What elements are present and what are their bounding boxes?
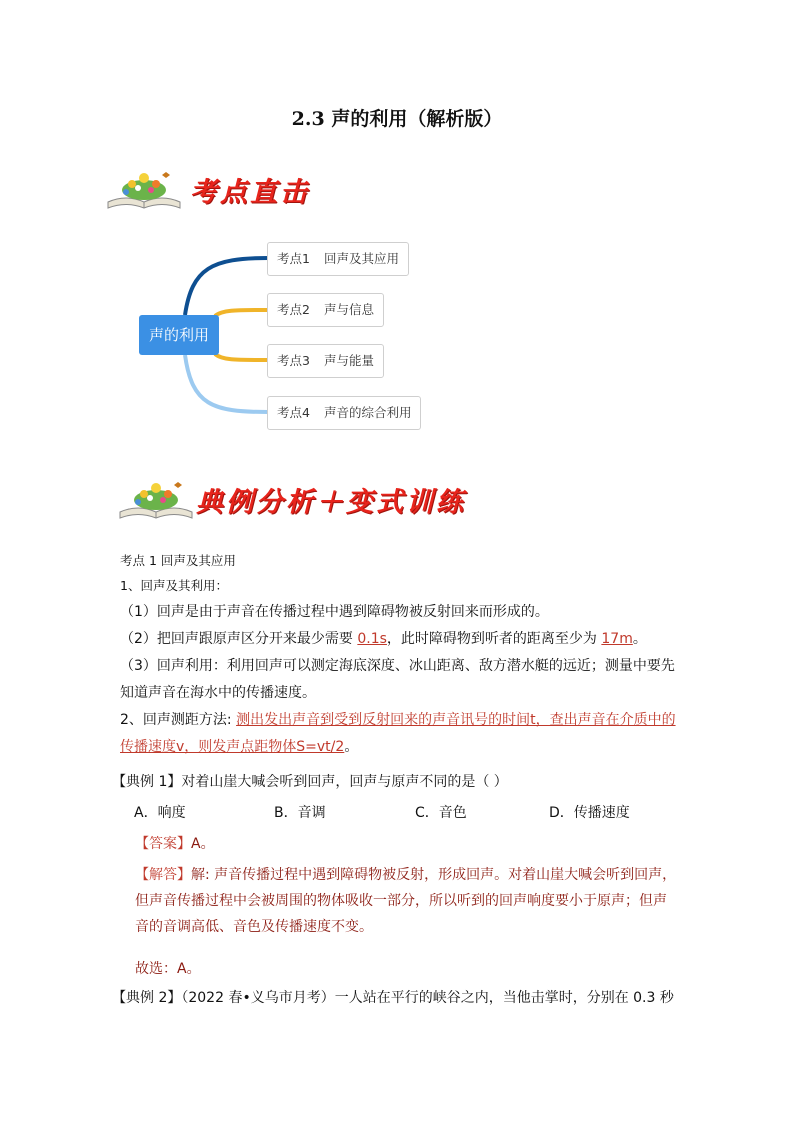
text: 。 [632,631,647,647]
example-1-analysis [135,862,680,940]
analysis-tag: 【解答】 [135,867,191,883]
node-label: 声与信息 [323,302,374,317]
book-flowers-icon [116,476,196,522]
mind-map-node-1 [267,242,409,276]
example-2-question [112,988,674,1008]
example-1-final: 故选：A。 [135,961,201,977]
paragraph [120,629,647,649]
paragraph: 知道声音在海水中的传播速度。 [120,685,316,701]
mind-map-node-2 [267,293,384,327]
text: 。 [344,739,359,755]
example-tag: 【典例 1】 [112,774,182,790]
analysis-text: 但声音传播过程中会被周围的物体吸收一部分，所以听到的回声响度要小于原声；但声 [135,893,667,909]
page-title: 2.3 声的利用（解析版） [291,108,503,130]
question-text: 对着山崖大喊会听到回声，回声与原声不同的是（ ） [181,774,508,790]
analysis-text: 音的音调高低、音色及传播速度不变。 [135,919,373,935]
node-label: 回声及其应用 [323,251,399,266]
text: 2、回声测距方法: [120,712,237,728]
option-d: D．传播速度 [549,805,630,821]
blank-answer: 传播速度v，则发声点距物体S=vt/2 [120,739,345,755]
banner-dianli [116,476,536,522]
book-flowers-icon [104,166,184,212]
node-num: 考点3 [277,353,310,368]
banner-kaodian [104,166,364,212]
paragraph: （3）回声利用：利用回声可以测定海底深度、冰山距离、敌方潜水艇的远近；测量中要先 [120,658,675,674]
mind-map-root: 声的利用 [139,315,219,355]
mind-map-connectors [0,0,794,460]
answer-text: A。 [191,836,215,852]
option-a: A．响度 [134,805,186,821]
analysis-text: 解: 声音传播过程中遇到障碍物被反射，形成回声。对着山崖大喊会听到回声， [191,867,677,883]
node-label: 声音的综合利用 [323,405,412,420]
option-c: C．音色 [415,805,467,821]
paragraph [120,710,676,730]
blank-answer: 0.1s [357,631,387,647]
banner-kaodian-title: 考点直击 [190,177,310,208]
paragraph: （1）回声是由于声音在传播过程中遇到障碍物被反射回来而形成的。 [120,604,549,620]
example-1-question [112,772,508,792]
mind-map-node-3 [267,344,384,378]
blank-answer: 测出发出声音到受到反射回来的声音讯号的时间t，查出声音在介质中的 [236,712,676,728]
node-num: 考点4 [277,405,310,420]
banner-dianli-title: 典例分析＋变式训练 [196,487,466,518]
node-num: 考点2 [277,302,310,317]
answer-tag: 【答案】 [135,836,191,852]
text: ，此时障碍物到听者的距离至少为 [386,631,602,647]
paragraph: 1、回声及其利用： [120,578,228,593]
question-text: （2022 春•义乌市月考）一人站在平行的峡谷之内，当他击掌时，分别在 0.3 秒 [181,990,674,1006]
node-num: 考点1 [277,251,310,266]
example-tag: 【典例 2】 [112,990,182,1006]
example-1-options [134,803,654,823]
node-label: 声与能量 [323,353,374,368]
mind-map-node-4 [267,396,421,430]
paragraph [120,737,358,757]
text: （2）把回声跟原声区分开来最少需要 [120,631,358,647]
option-b: B．音调 [274,805,326,821]
example-1-answer [135,834,215,854]
blank-answer: 17m [601,631,633,647]
section-heading: 考点 1 回声及其应用 [120,553,236,568]
